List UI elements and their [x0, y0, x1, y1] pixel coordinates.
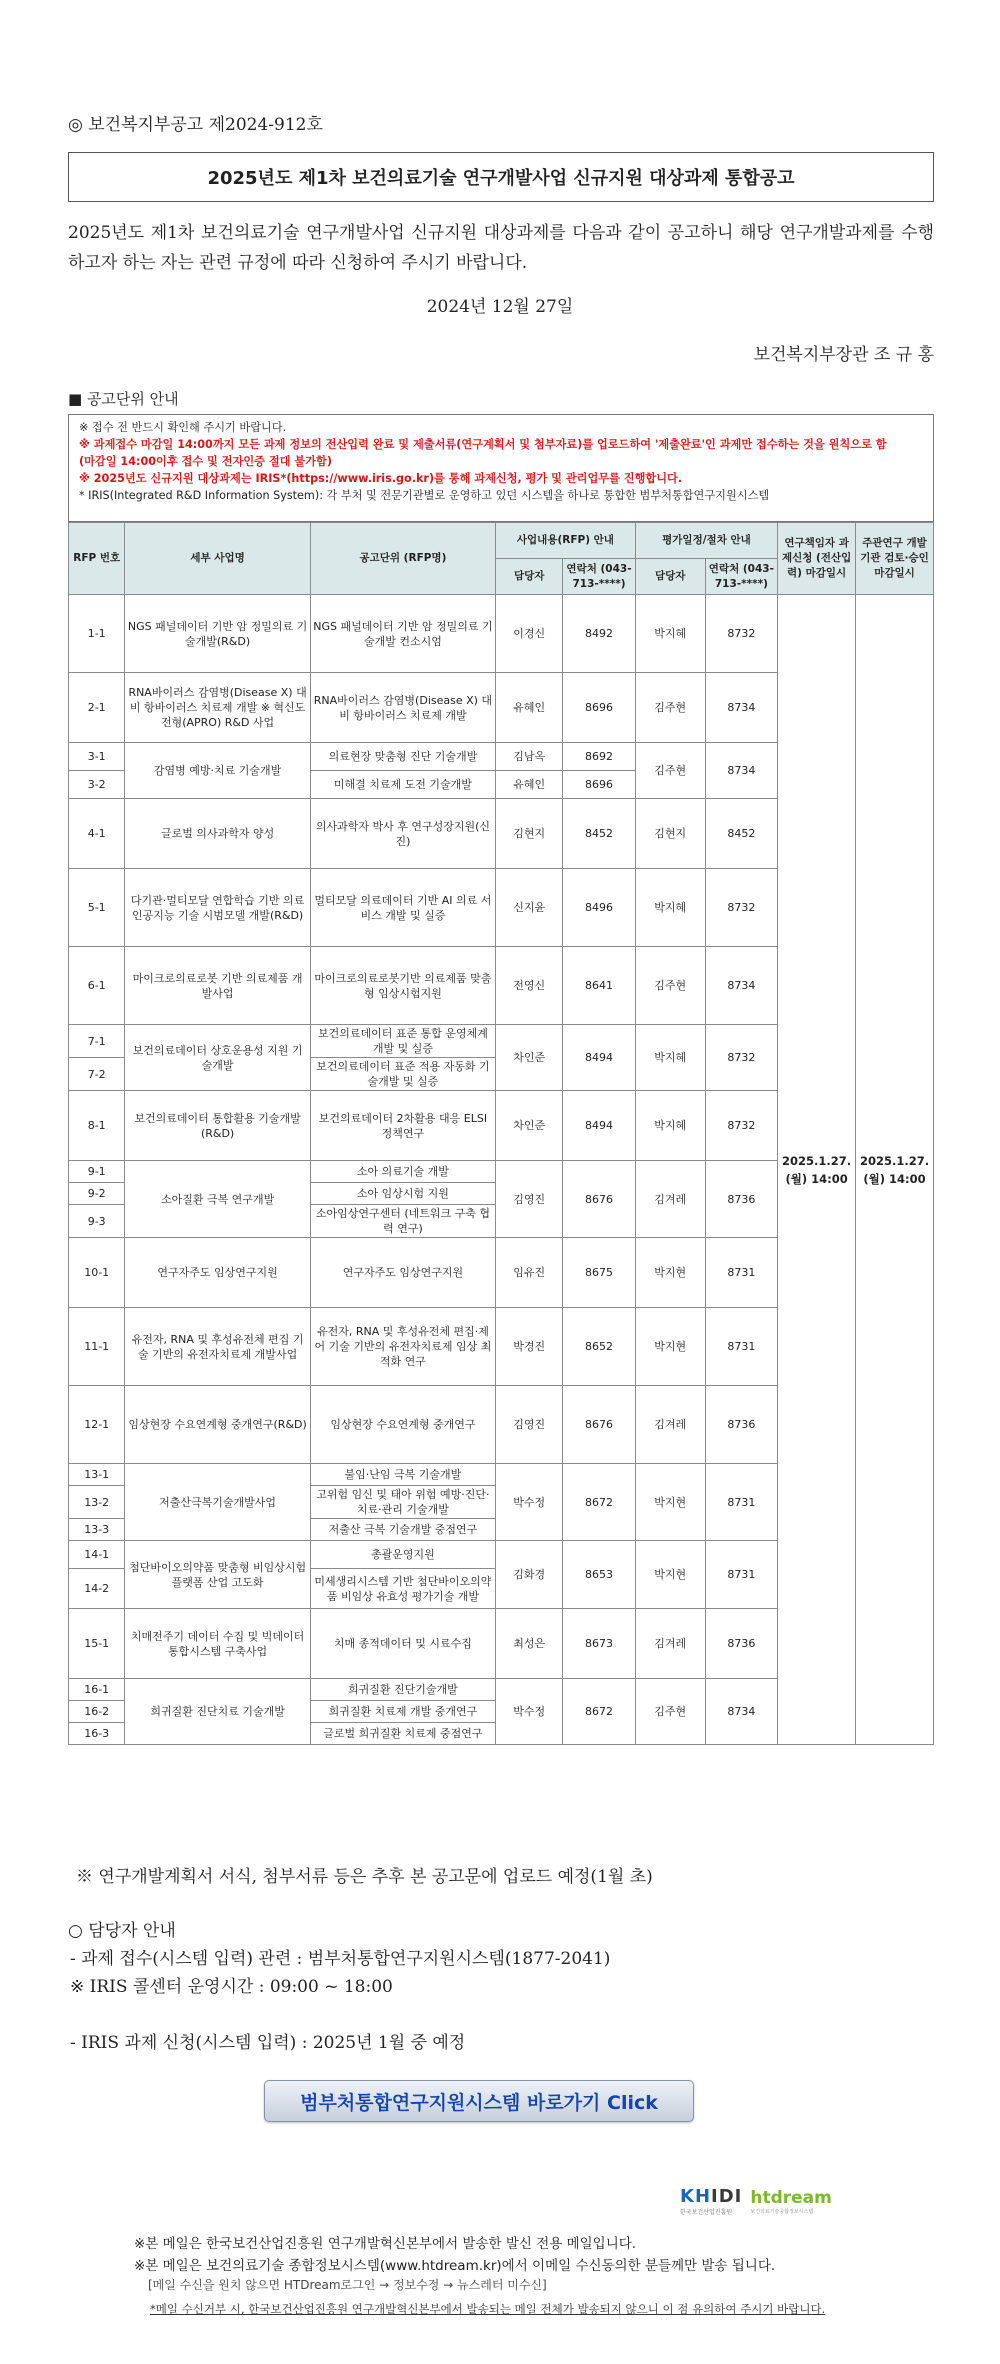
- cell-eval-person: 김주현: [635, 673, 705, 743]
- khidi-logo-part-a: KH: [680, 2186, 712, 2207]
- footer-line-2: ※본 메일은 보건의료기술 종합정보시스템(www.htdream.kr)에서 이메일 수신동의한 분들께만 발송 됩니다.: [134, 2258, 776, 2274]
- cell-eval-phone: 8732: [705, 1091, 778, 1161]
- cell-rfp-no: 3-1: [69, 743, 125, 771]
- cell-unit: 저출산 극복 기술개발 중점연구: [310, 1519, 495, 1541]
- cell-rfp-no: 7-2: [69, 1058, 125, 1091]
- cell-unit: 임상현장 수요연계형 중개연구: [310, 1386, 495, 1464]
- cell-rfp-no: 2-1: [69, 673, 125, 743]
- cell-unit: 의사과학자 박사 후 연구성장지원(신진): [310, 799, 495, 869]
- cell-eval-person: 김겨레: [635, 1161, 705, 1238]
- note-line-4: ※ 2025년도 신규지원 대상과제는 IRIS*(https://www.iris.go.kr)를 통해 과제신청, 평가 및 관리업무를 진행합니다.: [79, 472, 683, 485]
- cell-rfp-phone: 8494: [563, 1025, 636, 1091]
- cell-unit: RNA바이러스 감염병(Disease X) 대비 항바이러스 치료제 개발: [310, 673, 495, 743]
- cell-rfp-no: 13-3: [69, 1519, 125, 1541]
- cell-unit: 보건의료데이터 표준 통합 운영체계 개발 및 실증: [310, 1025, 495, 1058]
- header-eval-group: 평가일정/절차 안내: [635, 523, 777, 559]
- cell-rfp-phone: 8496: [563, 869, 636, 947]
- cell-rfp-person: 신지윤: [496, 869, 563, 947]
- cell-eval-phone: 8731: [705, 1541, 778, 1609]
- cell-eval-phone: 8734: [705, 673, 778, 743]
- cell-rfp-person: 이경신: [496, 595, 563, 673]
- cell-rfp-phone: 8494: [563, 1091, 636, 1161]
- cell-eval-phone: 8736: [705, 1386, 778, 1464]
- cell-program: NGS 패널데이터 기반 암 정밀의료 기술개발(R&D): [125, 595, 310, 673]
- header-unit: 공고단위 (RFP명): [310, 523, 495, 595]
- announcement-date: 2024년 12월 27일: [426, 297, 574, 317]
- cell-rfp-phone: 8641: [563, 947, 636, 1025]
- contact-line-2: ※ IRIS 콜센터 운영시간 : 09:00 ~ 18:00: [70, 1977, 393, 1997]
- cell-rfp-phone: 8676: [563, 1386, 636, 1464]
- cell-eval-person: 박지현: [635, 1308, 705, 1386]
- cell-eval-phone: 8732: [705, 1025, 778, 1091]
- cell-unit: 의료현장 맞춤형 진단 기술개발: [310, 743, 495, 771]
- cell-unit: 보건의료데이터 2차활용 대응 ELSI 정책연구: [310, 1091, 495, 1161]
- cell-eval-phone: 8734: [705, 743, 778, 799]
- notes-box: [68, 414, 934, 522]
- cell-eval-person: 김겨레: [635, 1386, 705, 1464]
- cell-rfp-person: 박수정: [496, 1679, 563, 1745]
- cell-eval-phone: 8734: [705, 947, 778, 1025]
- cell-unit: 소아 의료기술 개발: [310, 1161, 495, 1183]
- cell-rfp-no: 1-1: [69, 595, 125, 673]
- cell-rfp-person: 김남옥: [496, 743, 563, 771]
- header-researcher-deadline: 연구책임자 과제신청 (전산입력) 마감일시: [778, 523, 856, 595]
- cell-rfp-no: 9-3: [69, 1205, 125, 1238]
- cell-rfp-no: 12-1: [69, 1386, 125, 1464]
- cell-program: 소아질환 극복 연구개발: [125, 1161, 310, 1238]
- cell-rfp-person: 김화경: [496, 1541, 563, 1609]
- cell-eval-person: 박지혜: [635, 869, 705, 947]
- cell-rfp-person: 차인준: [496, 1025, 563, 1091]
- cell-eval-phone: 8731: [705, 1238, 778, 1308]
- cell-unit: 미세생리시스템 기반 첨단바이오의약품 비임상 유효성 평가기술 개발: [310, 1569, 495, 1609]
- cell-eval-phone: 8736: [705, 1161, 778, 1238]
- cell-rfp-person: 유혜인: [496, 673, 563, 743]
- announcement-title: 2025년도 제1차 보건의료기술 연구개발사업 신규지원 대상과제 통합공고: [68, 152, 934, 202]
- cell-rfp-no: 4-1: [69, 799, 125, 869]
- cell-eval-person: 김주현: [635, 743, 705, 799]
- cell-rfp-no: 9-2: [69, 1183, 125, 1205]
- header-eval-phone: 연락처 (043-713-****): [705, 559, 778, 595]
- cell-program: 희귀질환 진단치료 기술개발: [125, 1679, 310, 1745]
- cell-eval-person: 김겨레: [635, 1609, 705, 1679]
- cell-unit: 소아 임상시험 지원: [310, 1183, 495, 1205]
- cell-rfp-phone: 8675: [563, 1238, 636, 1308]
- cell-rfp-phone: 8676: [563, 1161, 636, 1238]
- cell-unit: 멀티모달 의료데이터 기반 AI 의료 서비스 개발 및 실증: [310, 869, 495, 947]
- cell-rfp-no: 11-1: [69, 1308, 125, 1386]
- cell-program: 치매전주기 데이터 수집 및 빅데이터 통합시스템 구축사업: [125, 1609, 310, 1679]
- header-program: 세부 사업명: [125, 523, 310, 595]
- cell-rfp-phone: 8492: [563, 595, 636, 673]
- cell-unit: 보건의료데이터 표준 적용 자동화 기술개발 및 실증: [310, 1058, 495, 1091]
- cell-unit: 불임·난임 극복 기술개발: [310, 1464, 495, 1486]
- cell-eval-person: 박지혜: [635, 1091, 705, 1161]
- footnote: ※ 연구개발계획서 서식, 첨부서류 등은 추후 본 공고문에 업로드 예정(1월 초): [76, 1867, 653, 1887]
- cell-unit: 치매 종적데이터 및 시료수집: [310, 1609, 495, 1679]
- cell-eval-phone: 8736: [705, 1609, 778, 1679]
- cell-rfp-phone: 8673: [563, 1609, 636, 1679]
- cell-eval-person: 김주현: [635, 1679, 705, 1745]
- cell-rfp-phone: 8696: [563, 673, 636, 743]
- cell-rfp-no: 14-2: [69, 1569, 125, 1609]
- cell-eval-person: 박지현: [635, 1464, 705, 1541]
- cell-program: 보건의료데이터 통합활용 기술개발(R&D): [125, 1091, 310, 1161]
- cell-unit: 희귀질환 치료제 개발 중개연구: [310, 1701, 495, 1723]
- cell-unit: 고위험 임신 및 태아 위험 예방·진단·치료·관리 기술개발: [310, 1486, 495, 1519]
- cell-program: 임상현장 수요연계형 중개연구(R&D): [125, 1386, 310, 1464]
- header-rfp-no: RFP 번호: [69, 523, 125, 595]
- cell-rfp-person: 차인준: [496, 1091, 563, 1161]
- cell-program: 저출산극복기술개발사업: [125, 1464, 310, 1541]
- header-rfp-group: 사업내용(RFP) 안내: [496, 523, 636, 559]
- cell-unit: 희귀질환 진단기술개발: [310, 1679, 495, 1701]
- cell-rfp-no: 10-1: [69, 1238, 125, 1308]
- cell-rfp-no: 6-1: [69, 947, 125, 1025]
- cell-eval-phone: 8732: [705, 869, 778, 947]
- khidi-logo-subtitle: 한국보건산업진흥원: [680, 2209, 733, 2216]
- cell-eval-phone: 8731: [705, 1308, 778, 1386]
- cell-rfp-phone: 8652: [563, 1308, 636, 1386]
- table-row: [69, 595, 934, 673]
- footer-line-4: *메일 수신거부 시, 한국보건산업진흥원 연구개발혁신본부에서 발송되는 메일 전체가 발송되지 않으니 이 점 유의하여 주시기 바랍니다.: [150, 2302, 826, 2316]
- khidi-logo-part-b: IDI: [711, 2186, 743, 2207]
- htdream-logo: [750, 2188, 832, 2215]
- cell-institution-deadline: 2025.1.27.(월) 14:00: [856, 595, 934, 1745]
- cell-rfp-person: 유혜인: [496, 771, 563, 799]
- cell-rfp-no: 16-3: [69, 1723, 125, 1745]
- cell-eval-person: 김주현: [635, 947, 705, 1025]
- footer-line-3: [메일 수신을 원치 않으면 HTDream로그인 → 정보수정 → 뉴스레터 미수신]: [148, 2278, 547, 2292]
- cell-program: 다기관·멀티모달 연합학습 기반 의료인공지능 기술 시범모델 개발(R&D): [125, 869, 310, 947]
- note-line-1: ※ 접수 전 반드시 확인해 주시기 바랍니다.: [79, 421, 287, 434]
- cell-unit: 연구자주도 임상연구지원: [310, 1238, 495, 1308]
- cell-rfp-no: 15-1: [69, 1609, 125, 1679]
- cell-rfp-phone: 8696: [563, 771, 636, 799]
- header-rfp-person: 담당자: [496, 559, 563, 595]
- cell-rfp-no: 5-1: [69, 869, 125, 947]
- cell-rfp-person: 김영진: [496, 1161, 563, 1238]
- cell-eval-phone: 8734: [705, 1679, 778, 1745]
- cell-rfp-person: 박수정: [496, 1464, 563, 1541]
- cell-program: 마이크로의료로봇 기반 의료제품 개발사업: [125, 947, 310, 1025]
- cell-rfp-person: 박경진: [496, 1308, 563, 1386]
- iris-link-button[interactable]: 범부처통합연구지원시스템 바로가기 Click: [264, 2080, 694, 2122]
- cell-rfp-no: 9-1: [69, 1161, 125, 1183]
- cell-program: 보건의료데이터 상호운용성 지원 기술개발: [125, 1025, 310, 1091]
- cell-eval-phone: 8732: [705, 595, 778, 673]
- cell-rfp-phone: 8452: [563, 799, 636, 869]
- cell-eval-person: 박지현: [635, 1238, 705, 1308]
- contact-line-3: - IRIS 과제 신청(시스템 입력) : 2025년 1월 중 예정: [70, 2033, 466, 2053]
- cell-rfp-no: 13-2: [69, 1486, 125, 1519]
- header-rfp-phone: 연락처 (043-713-****): [563, 559, 636, 595]
- cell-program: 첨단바이오의약품 맞춤형 비임상시험 플랫폼 산업 고도화: [125, 1541, 310, 1609]
- cell-rfp-no: 16-1: [69, 1679, 125, 1701]
- cell-rfp-person: 전영신: [496, 947, 563, 1025]
- cell-unit: 마이크로의료로봇기반 의료제품 맞춤형 임상시험지원: [310, 947, 495, 1025]
- note-line-3: (마감일 14:00이후 접수 및 전자인증 절대 불가함): [79, 455, 332, 468]
- cell-rfp-no: 14-1: [69, 1541, 125, 1569]
- cell-program: 글로벌 의사과학자 양성: [125, 799, 310, 869]
- cell-program: RNA바이러스 감염병(Disease X) 대비 항바이러스 치료제 개발 ※ 혁신도전형(APRO) R&D 사업: [125, 673, 310, 743]
- cell-researcher-deadline: 2025.1.27.(월) 14:00: [778, 595, 856, 1745]
- cell-unit: NGS 패널데이터 기반 암 정밀의료 기술개발 컨소시엄: [310, 595, 495, 673]
- section-heading: ■ 공고단위 안내: [68, 390, 179, 408]
- minister-signature: 보건복지부장관 조 규 홍: [753, 345, 934, 365]
- cell-unit: 미해결 치료제 도전 기술개발: [310, 771, 495, 799]
- cell-rfp-no: 13-1: [69, 1464, 125, 1486]
- cell-unit: 유전자, RNA 및 후성유전체 편집·제어 기술 기반의 유전자치료제 임상 최적화 연구: [310, 1308, 495, 1386]
- cell-rfp-no: 7-1: [69, 1025, 125, 1058]
- cell-rfp-phone: 8692: [563, 743, 636, 771]
- cell-program: 유전자, RNA 및 후성유전체 편집 기술 기반의 유전자치료제 개발사업: [125, 1308, 310, 1386]
- cell-rfp-no: 8-1: [69, 1091, 125, 1161]
- cell-rfp-no: 16-2: [69, 1701, 125, 1723]
- cell-rfp-person: 최성은: [496, 1609, 563, 1679]
- cell-eval-person: 박지현: [635, 1541, 705, 1609]
- cell-program: 감염병 예방·치료 기술개발: [125, 743, 310, 799]
- khidi-logo: [680, 2186, 742, 2216]
- rfp-table: [68, 522, 934, 1745]
- cell-rfp-person: 김현지: [496, 799, 563, 869]
- logo-area: [680, 2184, 832, 2218]
- cell-eval-phone: 8452: [705, 799, 778, 869]
- note-line-5: * IRIS(Integrated R&D Information System): 각 부처 및 전문기관별로 운영하고 있던 시스템을 하나로 통합한 범부처통합연구지원시스템: [79, 489, 770, 502]
- cell-unit: 총괄운영지원: [310, 1541, 495, 1569]
- cell-program: 연구자주도 임상연구지원: [125, 1238, 310, 1308]
- cell-eval-person: 박지혜: [635, 1025, 705, 1091]
- contact-heading: ○ 담당자 안내: [68, 1921, 176, 1941]
- cell-rfp-phone: 8672: [563, 1679, 636, 1745]
- note-line-2: ※ 과제접수 마감일 14:00까지 모든 과제 정보의 전산입력 완료 및 제출서류(연구계획서 및 첨부자료)를 업로드하여 '제출완료'인 과제만 접수하는 것을 원칙으로 함: [79, 438, 887, 451]
- notice-number: ◎ 보건복지부공고 제2024-912호: [68, 115, 323, 135]
- cell-rfp-person: 김영진: [496, 1386, 563, 1464]
- cell-eval-phone: 8731: [705, 1464, 778, 1541]
- intro-paragraph: 2025년도 제1차 보건의료기술 연구개발사업 신규지원 대상과제를 다음과 같이 공고하니 해당 연구개발과제를 수행하고자 하는 자는 관련 규정에 따라 신청하여 주시기 바랍니다.: [68, 223, 934, 273]
- cell-rfp-phone: 8653: [563, 1541, 636, 1609]
- header-eval-person: 담당자: [635, 559, 705, 595]
- header-institution-deadline: 주관연구 개발기관 검토·승인 마감일시: [856, 523, 934, 595]
- htdream-logo-word: htdream: [750, 2187, 832, 2208]
- contact-line-1: - 과제 접수(시스템 입력) 관련 : 범부처통합연구지원시스템(1877-2041): [70, 1949, 611, 1969]
- htdream-logo-subtitle: 보건의료기술종합정보시스템: [750, 2208, 814, 2215]
- cell-rfp-no: 3-2: [69, 771, 125, 799]
- cell-rfp-person: 임유진: [496, 1238, 563, 1308]
- footer-line-1: ※본 메일은 한국보건산업진흥원 연구개발혁신본부에서 발송한 발신 전용 메일입니다.: [134, 2236, 637, 2252]
- cell-unit: 소아임상연구센터 (네트워크 구축 협력 연구): [310, 1205, 495, 1238]
- cell-rfp-phone: 8672: [563, 1464, 636, 1541]
- cell-eval-person: 박지혜: [635, 595, 705, 673]
- cell-eval-person: 김현지: [635, 799, 705, 869]
- cell-unit: 글로벌 희귀질환 치료제 중점연구: [310, 1723, 495, 1745]
